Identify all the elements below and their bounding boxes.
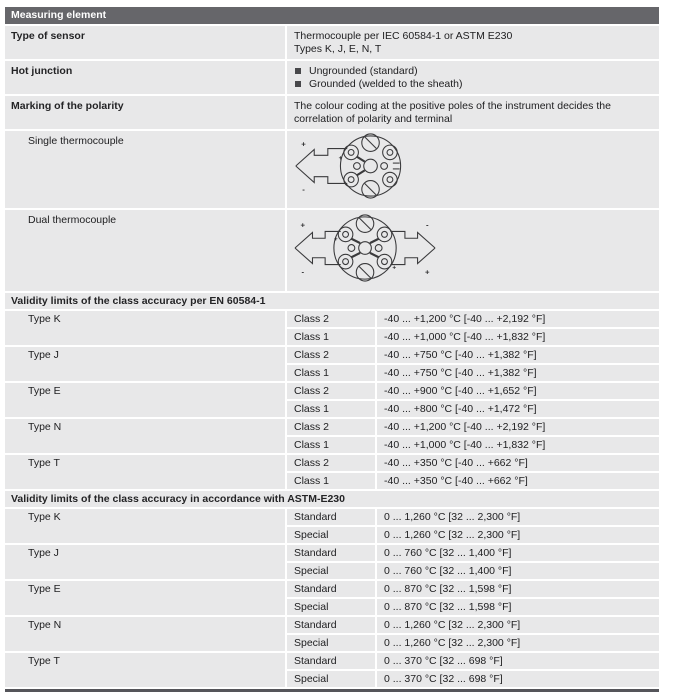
- type-group: [5, 347, 659, 381]
- terminal-screw-icon: [383, 145, 398, 160]
- class-label: Class 1: [287, 473, 375, 489]
- class-label: Class 2: [287, 311, 375, 327]
- class-label: Special: [287, 599, 375, 615]
- spec-row: [5, 61, 659, 94]
- range-value: 0 ... 1,260 °C [32 ... 2,300 °F]: [377, 617, 659, 633]
- inner-polarity-plus-label: +: [392, 264, 397, 272]
- diagram-row: [5, 210, 659, 291]
- class-label: Special: [287, 671, 375, 687]
- single-thermocouple-diagram: [291, 133, 419, 199]
- range-value: 0 ... 870 °C [32 ... 1,598 °F]: [377, 581, 659, 597]
- spec-value-line: Types K, J, E, N, T: [294, 43, 382, 55]
- class-label: Standard: [287, 581, 375, 597]
- spec-label: Hot junction: [5, 61, 285, 94]
- type-group: [5, 419, 659, 453]
- type-label: Type T: [5, 653, 285, 687]
- type-group: [5, 653, 659, 687]
- range-value: 0 ... 1,260 °C [32 ... 2,300 °F]: [377, 509, 659, 525]
- range-value: -40 ... +1,000 °C [-40 ... +1,832 °F]: [377, 437, 659, 453]
- spec-value: [287, 96, 659, 129]
- type-label: Type N: [5, 617, 285, 651]
- range-value: -40 ... +1,200 °C [-40 ... +2,192 °F]: [377, 419, 659, 435]
- type-group: [5, 617, 659, 651]
- range-value: -40 ... +800 °C [-40 ... +1,472 °F]: [377, 401, 659, 417]
- table-body: [5, 26, 659, 687]
- class-label: Class 2: [287, 455, 375, 471]
- bullet-square-icon: [295, 81, 301, 87]
- center-hole-icon: [359, 242, 372, 255]
- range-value: 0 ... 370 °C [32 ... 698 °F]: [377, 653, 659, 669]
- spec-row: [5, 96, 659, 129]
- wire-lower-right: [370, 253, 379, 257]
- class-label: Class 2: [287, 383, 375, 399]
- terminal-screw-icon: [377, 227, 392, 242]
- range-value: -40 ... +900 °C [-40 ... +1,652 °F]: [377, 383, 659, 399]
- class-label: Class 1: [287, 365, 375, 381]
- wire-upper-right: [370, 239, 379, 243]
- terminal-screw-icon: [344, 172, 359, 187]
- type-label: Type J: [5, 347, 285, 381]
- diagram-label: Dual thermocouple: [5, 210, 285, 291]
- terminal-screw-icon: [338, 227, 353, 242]
- type-label: Type J: [5, 545, 285, 579]
- range-value: -40 ... +1,000 °C [-40 ... +1,832 °F]: [377, 329, 659, 345]
- wire-to-plus-terminal: [357, 157, 365, 162]
- type-label: Type K: [5, 509, 285, 543]
- type-label: Type K: [5, 311, 285, 345]
- wire-to-minus-terminal: [357, 170, 365, 175]
- terminal-screw-icon: [338, 254, 353, 269]
- inner-polarity-plus-label: +: [333, 236, 338, 244]
- bullet-item: Ungrounded (standard): [294, 65, 652, 78]
- polarity-plus-label: +: [300, 220, 306, 230]
- bullet-item: Grounded (welded to the sheath): [294, 78, 652, 91]
- class-label: Standard: [287, 617, 375, 633]
- range-value: -40 ... +750 °C [-40 ... +1,382 °F]: [377, 365, 659, 381]
- spec-label: Type of sensor: [5, 26, 285, 59]
- class-label: Class 1: [287, 437, 375, 453]
- range-value: 0 ... 870 °C [32 ... 1,598 °F]: [377, 599, 659, 615]
- type-label: Type T: [5, 455, 285, 489]
- type-group: [5, 383, 659, 417]
- range-value: -40 ... +750 °C [-40 ... +1,382 °F]: [377, 347, 659, 363]
- class-label: Standard: [287, 509, 375, 525]
- right-sheath-arrow-bottom: [390, 248, 435, 265]
- terminal-head-outline: [334, 217, 396, 279]
- range-value: 0 ... 1,260 °C [32 ... 2,300 °F]: [377, 635, 659, 651]
- polarity-minus-label: -: [426, 220, 429, 230]
- inner-polarity-plus-label: +: [338, 155, 343, 163]
- class-label: Special: [287, 527, 375, 543]
- center-hole-icon: [364, 159, 378, 173]
- class-label: Standard: [287, 545, 375, 561]
- bullet-square-icon: [295, 68, 301, 74]
- range-value: -40 ... +350 °C [-40 ... +662 °F]: [377, 455, 659, 471]
- range-value: -40 ... +1,200 °C [-40 ... +2,192 °F]: [377, 311, 659, 327]
- type-label: Type E: [5, 383, 285, 417]
- class-label: Class 1: [287, 401, 375, 417]
- terminal-screw-icon: [383, 172, 398, 187]
- type-group: [5, 311, 659, 345]
- class-label: Special: [287, 635, 375, 651]
- right-sheath-arrow-top: [390, 231, 435, 248]
- terminal-screw-icon: [344, 145, 359, 160]
- range-value: 0 ... 760 °C [32 ... 1,400 °F]: [377, 563, 659, 579]
- spec-row: [5, 26, 659, 59]
- spec-value: [287, 26, 659, 59]
- wire-upper-left: [351, 239, 360, 243]
- class-label: Special: [287, 563, 375, 579]
- spec-label: Marking of the polarity: [5, 96, 285, 129]
- range-value: 0 ... 760 °C [32 ... 1,400 °F]: [377, 545, 659, 561]
- class-label: Class 2: [287, 419, 375, 435]
- dual-thermocouple-diagram: [291, 212, 441, 284]
- spec-value-line: Thermocouple per IEC 60584-1 or ASTM E230: [294, 30, 513, 42]
- wire-lower-left: [351, 253, 360, 257]
- section-title: Validity limits of the class accuracy in accordance with ASTM-E230: [5, 491, 659, 507]
- range-value: -40 ... +350 °C [-40 ... +662 °F]: [377, 473, 659, 489]
- spec-value-line: The colour coding at the positive poles of the instrument decides the correlation of polarity and terminal: [294, 100, 611, 125]
- section-title: Validity limits of the class accuracy per EN 60584-1: [5, 293, 659, 309]
- class-label: Standard: [287, 653, 375, 669]
- diagram-cell: [287, 210, 659, 291]
- diagram-row: [5, 131, 659, 208]
- range-value: 0 ... 1,260 °C [32 ... 2,300 °F]: [377, 527, 659, 543]
- polarity-plus-label: +: [301, 139, 306, 149]
- diagram-cell: [287, 131, 659, 208]
- spec-value: [287, 61, 659, 94]
- table-title: Measuring element: [11, 9, 107, 21]
- type-label: Type N: [5, 419, 285, 453]
- type-label: Type E: [5, 581, 285, 615]
- class-label: Class 2: [287, 347, 375, 363]
- sheath-arrow-bottom: [296, 166, 347, 183]
- table-header-bar: [5, 7, 659, 24]
- polarity-plus-label: +: [425, 267, 430, 277]
- diagram-label: Single thermocouple: [5, 131, 285, 208]
- polarity-minus-label: -: [302, 185, 305, 195]
- polarity-minus-label: -: [301, 267, 305, 277]
- type-group: [5, 545, 659, 579]
- type-group: [5, 581, 659, 615]
- range-value: 0 ... 370 °C [32 ... 698 °F]: [377, 671, 659, 687]
- measuring-element-table: [5, 7, 659, 692]
- terminal-screw-icon: [377, 254, 392, 269]
- type-group: [5, 509, 659, 543]
- class-label: Class 1: [287, 329, 375, 345]
- type-group: [5, 455, 659, 489]
